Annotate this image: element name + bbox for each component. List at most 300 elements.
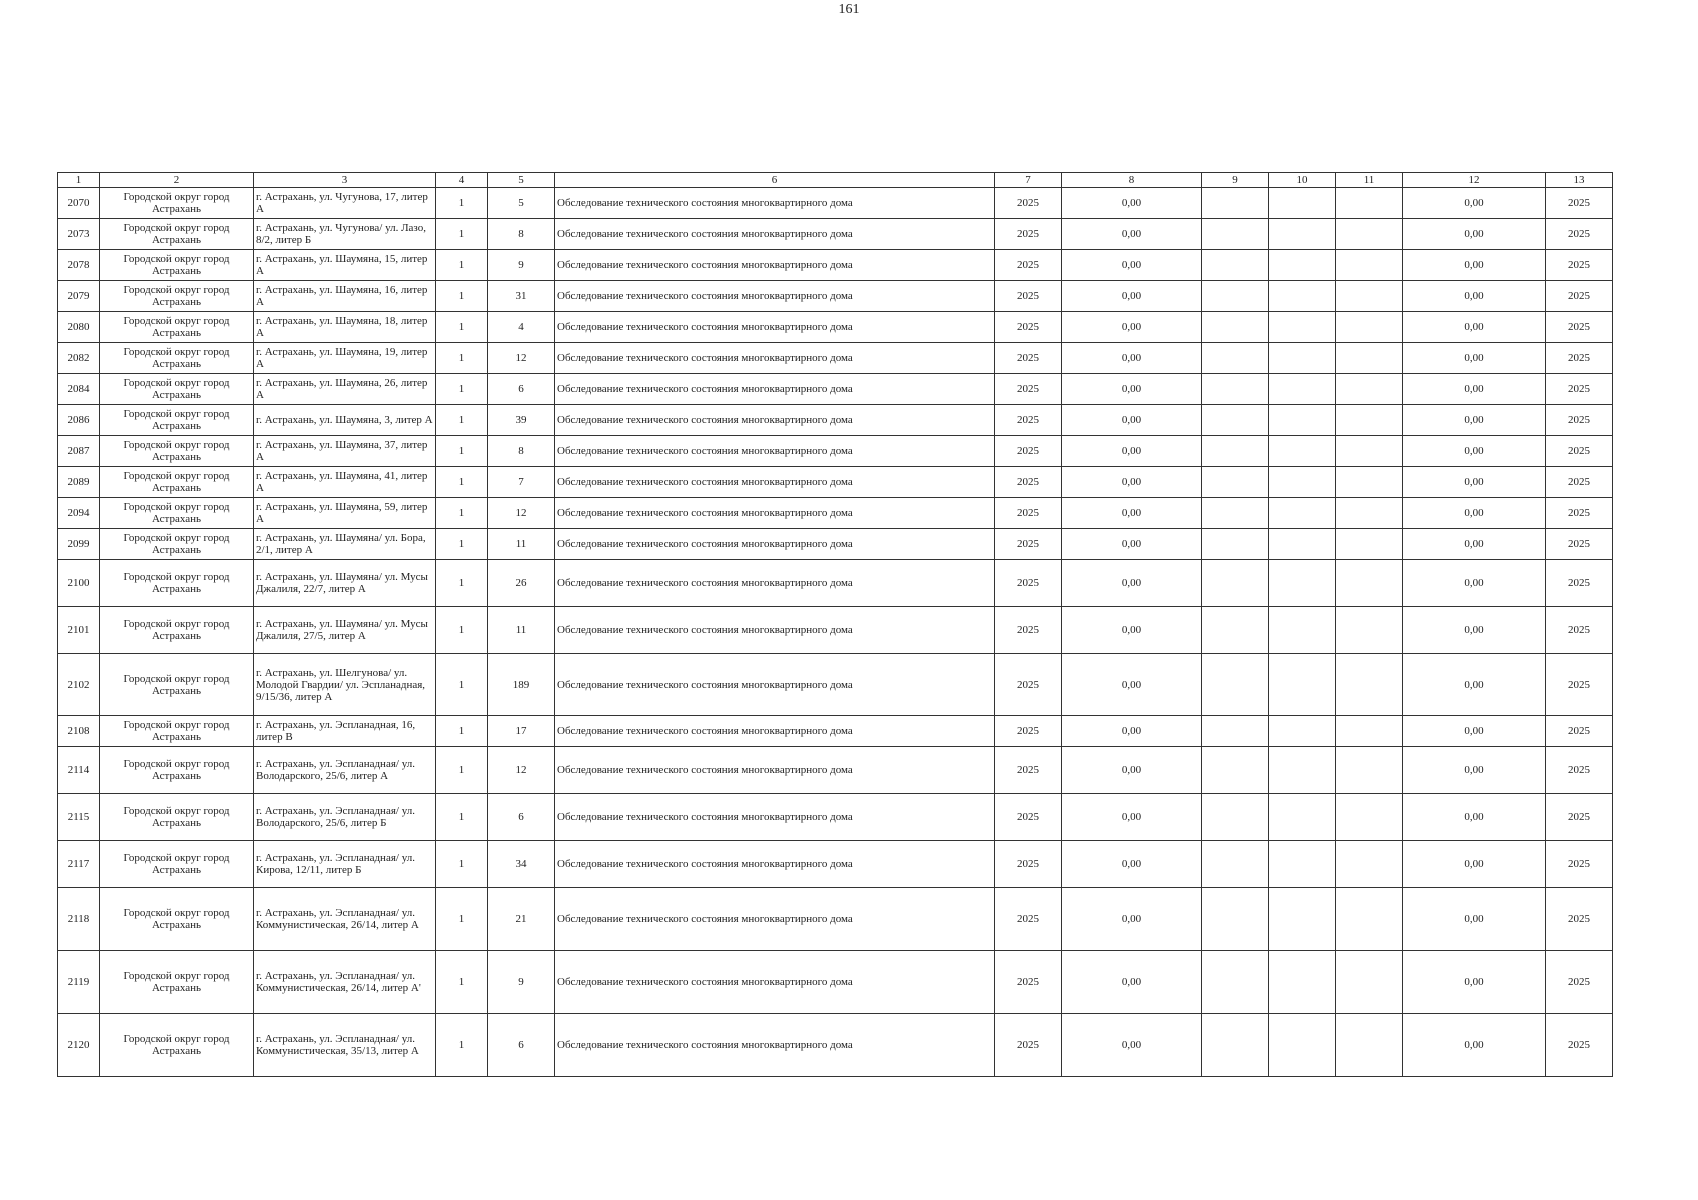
col10-cell xyxy=(1269,529,1336,560)
col4-cell: 1 xyxy=(436,498,488,529)
cost-cell: 0,00 xyxy=(1062,1014,1202,1077)
col9-cell xyxy=(1202,841,1269,888)
col4-cell: 1 xyxy=(436,747,488,794)
column-header: 1 xyxy=(58,173,100,188)
address-cell: г. Астрахань, ул. Шаумяна, 15, литер А xyxy=(254,250,436,281)
col9-cell xyxy=(1202,188,1269,219)
col5-cell: 6 xyxy=(488,1014,555,1077)
col11-cell xyxy=(1336,219,1403,250)
col5-cell: 26 xyxy=(488,560,555,607)
col12-cell: 0,00 xyxy=(1403,560,1546,607)
year-cell: 2025 xyxy=(995,188,1062,219)
municipality-cell: Городской округ город Астрахань xyxy=(100,281,254,312)
col12-cell: 0,00 xyxy=(1403,1014,1546,1077)
col5-cell: 17 xyxy=(488,716,555,747)
table-row xyxy=(58,343,1613,374)
column-header: 12 xyxy=(1403,173,1546,188)
row-id-cell: 2108 xyxy=(58,716,100,747)
table-row xyxy=(58,312,1613,343)
col13-cell: 2025 xyxy=(1546,888,1613,951)
municipality-cell: Городской округ город Астрахань xyxy=(100,343,254,374)
col10-cell xyxy=(1269,405,1336,436)
col10-cell xyxy=(1269,951,1336,1014)
col13-cell: 2025 xyxy=(1546,607,1613,654)
work-type-cell: Обследование технического состояния многоквартирного дома xyxy=(555,888,995,951)
col11-cell xyxy=(1336,498,1403,529)
work-type-cell: Обследование технического состояния многоквартирного дома xyxy=(555,219,995,250)
cost-cell: 0,00 xyxy=(1062,281,1202,312)
col13-cell: 2025 xyxy=(1546,188,1613,219)
col12-cell: 0,00 xyxy=(1403,794,1546,841)
address-cell: г. Астрахань, ул. Шаумяна/ ул. Мусы Джалиля, 22/7, литер А xyxy=(254,560,436,607)
column-header: 6 xyxy=(555,173,995,188)
table-row xyxy=(58,560,1613,607)
row-id-cell: 2070 xyxy=(58,188,100,219)
year-cell: 2025 xyxy=(995,716,1062,747)
col10-cell xyxy=(1269,888,1336,951)
col5-cell: 21 xyxy=(488,888,555,951)
address-cell: г. Астрахань, ул. Чугунова, 17, литер А xyxy=(254,188,436,219)
work-type-cell: Обследование технического состояния многоквартирного дома xyxy=(555,841,995,888)
column-header: 11 xyxy=(1336,173,1403,188)
col12-cell: 0,00 xyxy=(1403,654,1546,716)
col9-cell xyxy=(1202,794,1269,841)
municipality-cell: Городской округ город Астрахань xyxy=(100,405,254,436)
col11-cell xyxy=(1336,374,1403,405)
col13-cell: 2025 xyxy=(1546,250,1613,281)
col10-cell xyxy=(1269,188,1336,219)
col5-cell: 11 xyxy=(488,607,555,654)
col5-cell: 39 xyxy=(488,405,555,436)
row-id-cell: 2082 xyxy=(58,343,100,374)
col12-cell: 0,00 xyxy=(1403,716,1546,747)
table-row xyxy=(58,607,1613,654)
col13-cell: 2025 xyxy=(1546,794,1613,841)
work-type-cell: Обследование технического состояния многоквартирного дома xyxy=(555,560,995,607)
cost-cell: 0,00 xyxy=(1062,374,1202,405)
year-cell: 2025 xyxy=(995,498,1062,529)
col5-cell: 7 xyxy=(488,467,555,498)
row-id-cell: 2117 xyxy=(58,841,100,888)
col4-cell: 1 xyxy=(436,405,488,436)
year-cell: 2025 xyxy=(995,654,1062,716)
col13-cell: 2025 xyxy=(1546,219,1613,250)
col11-cell xyxy=(1336,716,1403,747)
cost-cell: 0,00 xyxy=(1062,467,1202,498)
work-type-cell: Обследование технического состояния многоквартирного дома xyxy=(555,281,995,312)
col10-cell xyxy=(1269,219,1336,250)
col11-cell xyxy=(1336,841,1403,888)
col13-cell: 2025 xyxy=(1546,1014,1613,1077)
address-cell: г. Астрахань, ул. Шелгунова/ ул. Молодой Гвардии/ ул. Эспланадная, 9/15/36, литер А xyxy=(254,654,436,716)
col5-cell: 5 xyxy=(488,188,555,219)
col13-cell: 2025 xyxy=(1546,405,1613,436)
col4-cell: 1 xyxy=(436,312,488,343)
col5-cell: 8 xyxy=(488,219,555,250)
municipality-cell: Городской округ город Астрахань xyxy=(100,467,254,498)
cost-cell: 0,00 xyxy=(1062,951,1202,1014)
row-id-cell: 2099 xyxy=(58,529,100,560)
address-cell: г. Астрахань, ул. Эспланадная/ ул. Володарского, 25/6, литер Б xyxy=(254,794,436,841)
address-cell: г. Астрахань, ул. Эспланадная, 16, литер В xyxy=(254,716,436,747)
col13-cell: 2025 xyxy=(1546,841,1613,888)
year-cell: 2025 xyxy=(995,374,1062,405)
year-cell: 2025 xyxy=(995,343,1062,374)
table-row xyxy=(58,951,1613,1014)
address-cell: г. Астрахань, ул. Шаумяна, 19, литер А xyxy=(254,343,436,374)
col12-cell: 0,00 xyxy=(1403,219,1546,250)
municipality-cell: Городской округ город Астрахань xyxy=(100,888,254,951)
col12-cell: 0,00 xyxy=(1403,188,1546,219)
row-id-cell: 2119 xyxy=(58,951,100,1014)
municipality-cell: Городской округ город Астрахань xyxy=(100,607,254,654)
col4-cell: 1 xyxy=(436,560,488,607)
year-cell: 2025 xyxy=(995,250,1062,281)
cost-cell: 0,00 xyxy=(1062,716,1202,747)
col4-cell: 1 xyxy=(436,343,488,374)
col9-cell xyxy=(1202,343,1269,374)
col9-cell xyxy=(1202,498,1269,529)
row-id-cell: 2073 xyxy=(58,219,100,250)
table-row xyxy=(58,841,1613,888)
year-cell: 2025 xyxy=(995,747,1062,794)
municipality-cell: Городской округ город Астрахань xyxy=(100,951,254,1014)
address-cell: г. Астрахань, ул. Эспланадная/ ул. Коммунистическая, 35/13, литер А xyxy=(254,1014,436,1077)
cost-cell: 0,00 xyxy=(1062,250,1202,281)
col11-cell xyxy=(1336,188,1403,219)
row-id-cell: 2120 xyxy=(58,1014,100,1077)
col5-cell: 8 xyxy=(488,436,555,467)
col10-cell xyxy=(1269,794,1336,841)
work-type-cell: Обследование технического состояния многоквартирного дома xyxy=(555,436,995,467)
table-row xyxy=(58,794,1613,841)
municipality-cell: Городской округ город Астрахань xyxy=(100,436,254,467)
col10-cell xyxy=(1269,250,1336,281)
col9-cell xyxy=(1202,951,1269,1014)
year-cell: 2025 xyxy=(995,841,1062,888)
repair-program-table-wrapper xyxy=(57,172,1613,1077)
col9-cell xyxy=(1202,281,1269,312)
address-cell: г. Астрахань, ул. Шаумяна, 41, литер А xyxy=(254,467,436,498)
work-type-cell: Обследование технического состояния многоквартирного дома xyxy=(555,312,995,343)
col9-cell xyxy=(1202,219,1269,250)
col4-cell: 1 xyxy=(436,794,488,841)
col11-cell xyxy=(1336,951,1403,1014)
col10-cell xyxy=(1269,841,1336,888)
table-row xyxy=(58,529,1613,560)
col4-cell: 1 xyxy=(436,529,488,560)
col4-cell: 1 xyxy=(436,467,488,498)
work-type-cell: Обследование технического состояния многоквартирного дома xyxy=(555,1014,995,1077)
table-row xyxy=(58,467,1613,498)
col12-cell: 0,00 xyxy=(1403,281,1546,312)
col12-cell: 0,00 xyxy=(1403,951,1546,1014)
col10-cell xyxy=(1269,747,1336,794)
column-header: 13 xyxy=(1546,173,1613,188)
year-cell: 2025 xyxy=(995,560,1062,607)
address-cell: г. Астрахань, ул. Шаумяна/ ул. Мусы Джалиля, 27/5, литер А xyxy=(254,607,436,654)
col9-cell xyxy=(1202,560,1269,607)
work-type-cell: Обследование технического состояния многоквартирного дома xyxy=(555,529,995,560)
year-cell: 2025 xyxy=(995,794,1062,841)
repair-program-table xyxy=(57,172,1613,1077)
year-cell: 2025 xyxy=(995,951,1062,1014)
year-cell: 2025 xyxy=(995,467,1062,498)
column-header: 3 xyxy=(254,173,436,188)
municipality-cell: Городской округ город Астрахань xyxy=(100,188,254,219)
column-header: 10 xyxy=(1269,173,1336,188)
column-header: 2 xyxy=(100,173,254,188)
col5-cell: 9 xyxy=(488,250,555,281)
address-cell: г. Астрахань, ул. Шаумяна, 26, литер А xyxy=(254,374,436,405)
col10-cell xyxy=(1269,312,1336,343)
col10-cell xyxy=(1269,374,1336,405)
col11-cell xyxy=(1336,281,1403,312)
work-type-cell: Обследование технического состояния многоквартирного дома xyxy=(555,467,995,498)
col4-cell: 1 xyxy=(436,607,488,654)
row-id-cell: 2086 xyxy=(58,405,100,436)
year-cell: 2025 xyxy=(995,529,1062,560)
col13-cell: 2025 xyxy=(1546,560,1613,607)
municipality-cell: Городской округ город Астрахань xyxy=(100,219,254,250)
col9-cell xyxy=(1202,529,1269,560)
municipality-cell: Городской округ город Астрахань xyxy=(100,1014,254,1077)
col13-cell: 2025 xyxy=(1546,312,1613,343)
table-body xyxy=(58,188,1613,1077)
municipality-cell: Городской округ город Астрахань xyxy=(100,716,254,747)
cost-cell: 0,00 xyxy=(1062,188,1202,219)
row-id-cell: 2101 xyxy=(58,607,100,654)
year-cell: 2025 xyxy=(995,281,1062,312)
address-cell: г. Астрахань, ул. Шаумяна, 37, литер А xyxy=(254,436,436,467)
col10-cell xyxy=(1269,436,1336,467)
municipality-cell: Городской округ город Астрахань xyxy=(100,747,254,794)
col11-cell xyxy=(1336,1014,1403,1077)
address-cell: г. Астрахань, ул. Эспланадная/ ул. Коммунистическая, 26/14, литер А' xyxy=(254,951,436,1014)
col11-cell xyxy=(1336,654,1403,716)
municipality-cell: Городской округ город Астрахань xyxy=(100,312,254,343)
cost-cell: 0,00 xyxy=(1062,498,1202,529)
table-row xyxy=(58,250,1613,281)
address-cell: г. Астрахань, ул. Шаумяна/ ул. Бора, 2/1, литер А xyxy=(254,529,436,560)
row-id-cell: 2079 xyxy=(58,281,100,312)
col9-cell xyxy=(1202,312,1269,343)
address-cell: г. Астрахань, ул. Шаумяна, 3, литер А xyxy=(254,405,436,436)
cost-cell: 0,00 xyxy=(1062,560,1202,607)
cost-cell: 0,00 xyxy=(1062,312,1202,343)
col5-cell: 12 xyxy=(488,747,555,794)
page-number: 161 xyxy=(838,2,860,17)
col9-cell xyxy=(1202,467,1269,498)
col13-cell: 2025 xyxy=(1546,747,1613,794)
col12-cell: 0,00 xyxy=(1403,374,1546,405)
col9-cell xyxy=(1202,607,1269,654)
address-cell: г. Астрахань, ул. Эспланадная/ ул. Володарского, 25/6, литер А xyxy=(254,747,436,794)
work-type-cell: Обследование технического состояния многоквартирного дома xyxy=(555,716,995,747)
col4-cell: 1 xyxy=(436,841,488,888)
year-cell: 2025 xyxy=(995,436,1062,467)
table-row xyxy=(58,281,1613,312)
col11-cell xyxy=(1336,343,1403,374)
column-header: 5 xyxy=(488,173,555,188)
municipality-cell: Городской округ город Астрахань xyxy=(100,529,254,560)
col5-cell: 12 xyxy=(488,343,555,374)
col5-cell: 4 xyxy=(488,312,555,343)
address-cell: г. Астрахань, ул. Чугунова/ ул. Лазо, 8/2, литер Б xyxy=(254,219,436,250)
address-cell: г. Астрахань, ул. Эспланадная/ ул. Кирова, 12/11, литер Б xyxy=(254,841,436,888)
table-row xyxy=(58,188,1613,219)
column-header: 9 xyxy=(1202,173,1269,188)
work-type-cell: Обследование технического состояния многоквартирного дома xyxy=(555,374,995,405)
table-row xyxy=(58,405,1613,436)
column-number-row xyxy=(58,173,1613,188)
col13-cell: 2025 xyxy=(1546,529,1613,560)
cost-cell: 0,00 xyxy=(1062,841,1202,888)
municipality-cell: Городской округ город Астрахань xyxy=(100,560,254,607)
col5-cell: 31 xyxy=(488,281,555,312)
cost-cell: 0,00 xyxy=(1062,888,1202,951)
col5-cell: 12 xyxy=(488,498,555,529)
col12-cell: 0,00 xyxy=(1403,888,1546,951)
col9-cell xyxy=(1202,888,1269,951)
row-id-cell: 2087 xyxy=(58,436,100,467)
col5-cell: 11 xyxy=(488,529,555,560)
year-cell: 2025 xyxy=(995,888,1062,951)
row-id-cell: 2115 xyxy=(58,794,100,841)
col12-cell: 0,00 xyxy=(1403,498,1546,529)
col5-cell: 189 xyxy=(488,654,555,716)
col9-cell xyxy=(1202,747,1269,794)
work-type-cell: Обследование технического состояния многоквартирного дома xyxy=(555,405,995,436)
col4-cell: 1 xyxy=(436,1014,488,1077)
col10-cell xyxy=(1269,467,1336,498)
municipality-cell: Городской округ город Астрахань xyxy=(100,374,254,405)
col9-cell xyxy=(1202,405,1269,436)
col12-cell: 0,00 xyxy=(1403,747,1546,794)
col13-cell: 2025 xyxy=(1546,498,1613,529)
col4-cell: 1 xyxy=(436,374,488,405)
cost-cell: 0,00 xyxy=(1062,405,1202,436)
col12-cell: 0,00 xyxy=(1403,607,1546,654)
table-row xyxy=(58,654,1613,716)
col11-cell xyxy=(1336,794,1403,841)
cost-cell: 0,00 xyxy=(1062,529,1202,560)
table-row xyxy=(58,747,1613,794)
row-id-cell: 2102 xyxy=(58,654,100,716)
col9-cell xyxy=(1202,1014,1269,1077)
table-row xyxy=(58,436,1613,467)
cost-cell: 0,00 xyxy=(1062,794,1202,841)
year-cell: 2025 xyxy=(995,1014,1062,1077)
col11-cell xyxy=(1336,312,1403,343)
col9-cell xyxy=(1202,716,1269,747)
col9-cell xyxy=(1202,654,1269,716)
row-id-cell: 2114 xyxy=(58,747,100,794)
col9-cell xyxy=(1202,436,1269,467)
col11-cell xyxy=(1336,436,1403,467)
col9-cell xyxy=(1202,250,1269,281)
col12-cell: 0,00 xyxy=(1403,343,1546,374)
col12-cell: 0,00 xyxy=(1403,250,1546,281)
col11-cell xyxy=(1336,607,1403,654)
col4-cell: 1 xyxy=(436,888,488,951)
col10-cell xyxy=(1269,607,1336,654)
col5-cell: 34 xyxy=(488,841,555,888)
col11-cell xyxy=(1336,888,1403,951)
cost-cell: 0,00 xyxy=(1062,219,1202,250)
table-row xyxy=(58,219,1613,250)
municipality-cell: Городской округ город Астрахань xyxy=(100,250,254,281)
work-type-cell: Обследование технического состояния многоквартирного дома xyxy=(555,794,995,841)
cost-cell: 0,00 xyxy=(1062,436,1202,467)
col12-cell: 0,00 xyxy=(1403,405,1546,436)
row-id-cell: 2094 xyxy=(58,498,100,529)
municipality-cell: Городской округ город Астрахань xyxy=(100,498,254,529)
row-id-cell: 2080 xyxy=(58,312,100,343)
address-cell: г. Астрахань, ул. Шаумяна, 59, литер А xyxy=(254,498,436,529)
table-row xyxy=(58,498,1613,529)
row-id-cell: 2100 xyxy=(58,560,100,607)
column-header: 4 xyxy=(436,173,488,188)
table-row xyxy=(58,716,1613,747)
col4-cell: 1 xyxy=(436,654,488,716)
work-type-cell: Обследование технического состояния многоквартирного дома xyxy=(555,951,995,1014)
col9-cell xyxy=(1202,374,1269,405)
cost-cell: 0,00 xyxy=(1062,343,1202,374)
work-type-cell: Обследование технического состояния многоквартирного дома xyxy=(555,654,995,716)
municipality-cell: Городской округ город Астрахань xyxy=(100,841,254,888)
col5-cell: 6 xyxy=(488,794,555,841)
cost-cell: 0,00 xyxy=(1062,654,1202,716)
year-cell: 2025 xyxy=(995,607,1062,654)
col4-cell: 1 xyxy=(436,281,488,312)
col4-cell: 1 xyxy=(436,436,488,467)
col4-cell: 1 xyxy=(436,188,488,219)
column-header: 8 xyxy=(1062,173,1202,188)
col11-cell xyxy=(1336,250,1403,281)
col13-cell: 2025 xyxy=(1546,343,1613,374)
col13-cell: 2025 xyxy=(1546,436,1613,467)
col10-cell xyxy=(1269,716,1336,747)
municipality-cell: Городской округ город Астрахань xyxy=(100,654,254,716)
row-id-cell: 2078 xyxy=(58,250,100,281)
col12-cell: 0,00 xyxy=(1403,529,1546,560)
col5-cell: 6 xyxy=(488,374,555,405)
table-row xyxy=(58,888,1613,951)
address-cell: г. Астрахань, ул. Шаумяна, 16, литер А xyxy=(254,281,436,312)
col11-cell xyxy=(1336,747,1403,794)
col11-cell xyxy=(1336,467,1403,498)
col13-cell: 2025 xyxy=(1546,374,1613,405)
col12-cell: 0,00 xyxy=(1403,467,1546,498)
col12-cell: 0,00 xyxy=(1403,841,1546,888)
col10-cell xyxy=(1269,1014,1336,1077)
work-type-cell: Обследование технического состояния многоквартирного дома xyxy=(555,188,995,219)
col4-cell: 1 xyxy=(436,716,488,747)
work-type-cell: Обследование технического состояния многоквартирного дома xyxy=(555,343,995,374)
table-row xyxy=(58,374,1613,405)
col10-cell xyxy=(1269,281,1336,312)
year-cell: 2025 xyxy=(995,405,1062,436)
row-id-cell: 2084 xyxy=(58,374,100,405)
col13-cell: 2025 xyxy=(1546,716,1613,747)
col11-cell xyxy=(1336,405,1403,436)
col13-cell: 2025 xyxy=(1546,281,1613,312)
col13-cell: 2025 xyxy=(1546,467,1613,498)
year-cell: 2025 xyxy=(995,312,1062,343)
col11-cell xyxy=(1336,529,1403,560)
col10-cell xyxy=(1269,560,1336,607)
